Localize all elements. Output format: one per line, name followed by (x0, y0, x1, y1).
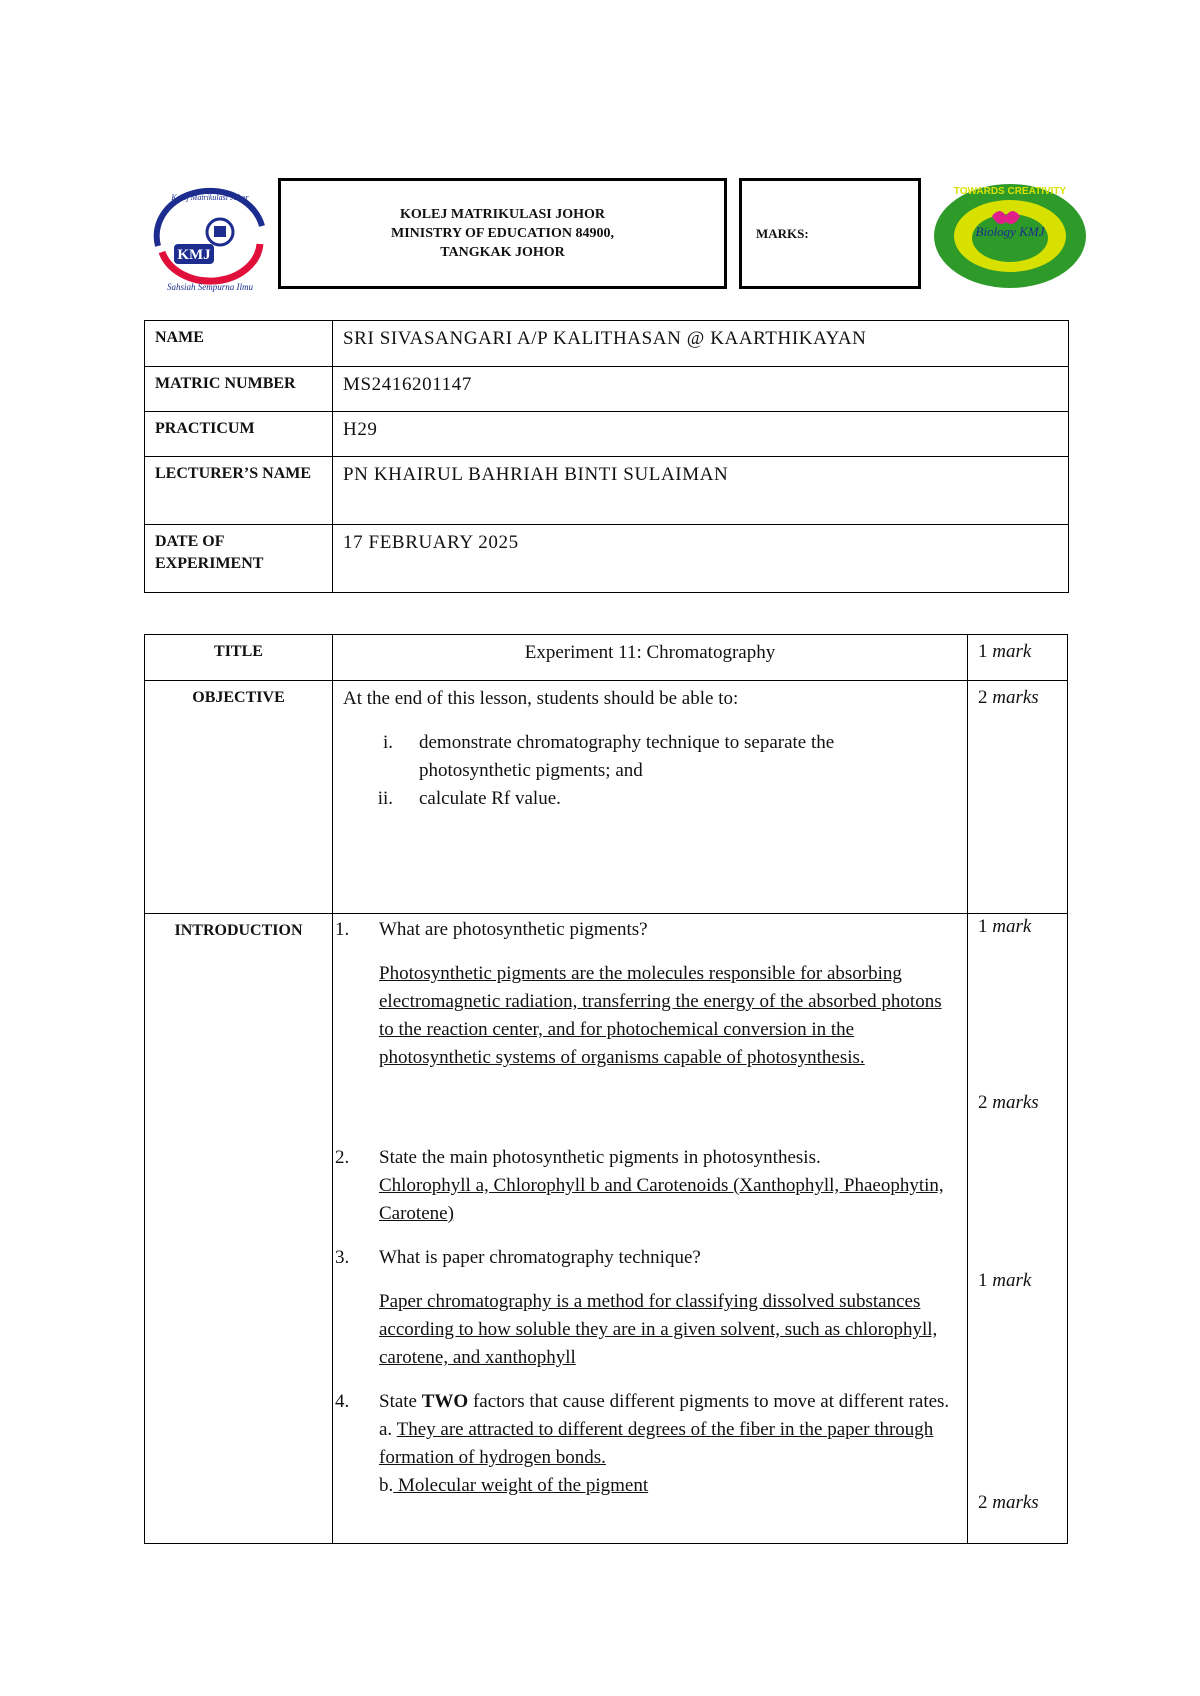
kmj-logo (148, 186, 272, 296)
kmj-logo-motto: Sahsiah Sempurna Ilmu (167, 282, 253, 292)
table-row (145, 367, 1069, 412)
biology-logo-text: Biology KMJ (975, 224, 1045, 239)
info-label-lecturer: LECTURER’S NAME (145, 457, 333, 525)
list-num: i. (382, 732, 393, 753)
biology-kmj-logo (930, 180, 1090, 292)
institution-line2: MINISTRY OF EDUCATION 84900, (390, 226, 614, 241)
mark-unit: marks (992, 687, 1039, 708)
objective-mark (968, 681, 1068, 914)
info-label-matric: MATRIC NUMBER (145, 367, 333, 412)
info-value-lecturer: PN KHAIRUL BAHRIAH BINTI SULAIMAN (333, 457, 1069, 525)
list-item (343, 729, 903, 785)
table-row (145, 457, 1069, 525)
info-label-name: NAME (145, 321, 333, 367)
question-num: 2. (335, 1147, 350, 1168)
question-num: 1. (335, 919, 350, 940)
list-item (343, 785, 903, 813)
question-1 (333, 916, 967, 1072)
answer-text: Photosynthetic pigments are the molecules responsible for absorbing electromagnetic radiation, transferring the energy of the absorbed photons to the reaction center, and for photochemical conversion in the photosynthetic systems of organisms capable of photosynthesis. (379, 963, 942, 1068)
question-text: What are photosynthetic pigments? (379, 919, 648, 940)
mark-num: 2 (978, 687, 988, 708)
question-4 (333, 1388, 967, 1500)
question-2 (333, 1144, 967, 1228)
mark-q1-answer: 2 marks (978, 1092, 1039, 1113)
question-3 (333, 1244, 967, 1372)
answer-a: a. They are attracted to different degrees of the fiber in the paper through formation of hydrogen bonds. (379, 1419, 934, 1468)
list-text: demonstrate chromatography technique to separate the photosynthetic pigments; and (419, 732, 835, 781)
mark-q4: 2 marks (978, 1492, 1039, 1513)
mark-q3: 1 mark (978, 1270, 1032, 1291)
report-table (144, 634, 1068, 1544)
question-text: State TWO factors that cause different pigments to move at different rates. (379, 1391, 950, 1412)
list-num: ii. (377, 788, 393, 809)
kmj-logo-text: KMJ (177, 247, 211, 263)
question-num: 4. (335, 1391, 350, 1412)
info-label-practicum: PRACTICUM (145, 412, 333, 457)
table-row (145, 412, 1069, 457)
answer-text: Paper chromatography is a method for classifying dissolved substances according to how soluble they are in a given solvent, such as chlorophyll, carotene, and xanthophyll (379, 1291, 938, 1368)
info-value-date: 17 FEBRUARY 2025 (333, 525, 1069, 593)
list-text: calculate Rf value. (419, 788, 561, 809)
objective-content (333, 681, 968, 914)
objective-label: OBJECTIVE (145, 681, 333, 914)
institution-header (278, 178, 727, 289)
table-row (145, 914, 1068, 1544)
biology-logo-arc: TOWARDS CREATIVITY (953, 186, 1067, 197)
table-row (145, 635, 1068, 681)
info-label-date: DATE OF EXPERIMENT (145, 525, 333, 593)
marks-label: MARKS: (756, 225, 809, 241)
title-mark (968, 635, 1068, 681)
institution-line3: TANGKAK JOHOR (440, 245, 565, 260)
introduction-content (333, 914, 968, 1544)
objective-intro: At the end of this lesson, students should be able to: (343, 688, 739, 709)
table-row (145, 681, 1068, 914)
introduction-marks (968, 914, 1068, 1544)
mark-q1: 1 mark (978, 916, 1032, 937)
marks-box (739, 178, 921, 289)
title-label: TITLE (145, 635, 333, 681)
info-value-name: SRI SIVASANGARI A/P KALITHASAN @ KAARTHIKAYAN (333, 321, 1069, 367)
table-row (145, 321, 1069, 367)
answer-b: b. Molecular weight of the pigment (379, 1475, 649, 1496)
answer-text: Chlorophyll a, Chlorophyll b and Carotenoids (Xanthophyll, Phaeophytin, Carotene) (379, 1175, 944, 1224)
objective-list (343, 729, 903, 813)
info-value-matric: MS2416201147 (333, 367, 1069, 412)
institution-line1: KOLEJ MATRIKULASI JOHOR (399, 207, 606, 222)
info-value-practicum: H29 (333, 412, 1069, 457)
question-text: State the main photosynthetic pigments in photosynthesis. (379, 1147, 821, 1168)
title-value: Experiment 11: Chromatography (333, 635, 968, 681)
introduction-label: INTRODUCTION (145, 914, 333, 1544)
mark-num: 1 (978, 641, 988, 662)
table-row (145, 525, 1069, 593)
question-text: What is paper chromatography technique? (379, 1247, 701, 1268)
mark-unit: mark (992, 641, 1032, 662)
kmj-logo-arc: Kolej Matrikulasi Johor (171, 193, 249, 202)
question-num: 3. (335, 1247, 350, 1268)
student-info-table (144, 320, 1069, 593)
